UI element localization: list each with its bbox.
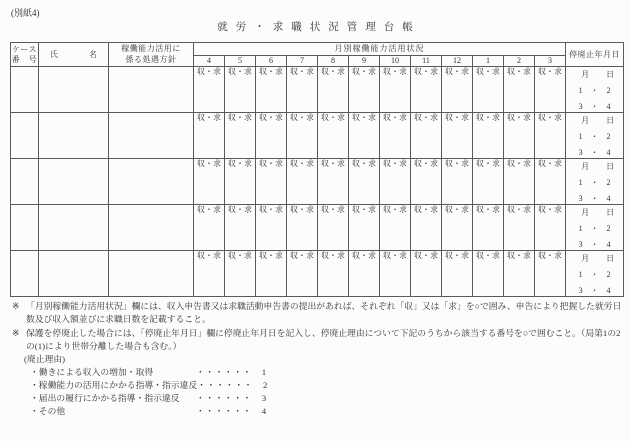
monthly-status-cell: 収・求: [473, 159, 504, 205]
name-cell: [39, 159, 109, 205]
stop-reason-choices-1-2: 1 ・ 2: [578, 86, 611, 95]
monthly-status-cell: 収・求: [287, 251, 318, 297]
name-cell: [39, 251, 109, 297]
monthly-status-cell: 収・求: [287, 113, 318, 159]
monthly-status-cell: 収・求: [225, 113, 256, 159]
stop-date-day-char: 日: [606, 162, 615, 171]
header-name-right-char: 名: [89, 50, 97, 59]
monthly-status-cell: 収・求: [318, 205, 349, 251]
monthly-status-cell: 収・求: [349, 67, 380, 113]
monthly-status-cell: 収・求: [225, 205, 256, 251]
stop-date-month-char: 月: [581, 208, 590, 217]
abolition-reason-item: [30, 392, 444, 405]
monthly-status-cell: 収・求: [194, 159, 225, 205]
stop-reason-choices-1-2: 1 ・ 2: [578, 224, 611, 233]
stop-date-month-char: 月: [581, 116, 590, 125]
stop-date-month-char: 月: [581, 70, 590, 79]
monthly-status-cell: 収・求: [473, 67, 504, 113]
month-header-cell: 9: [349, 56, 380, 67]
abolition-reason-dots: ・・・・・・: [196, 406, 252, 416]
stop-date-day-char: 日: [606, 70, 615, 79]
footnote: [12, 327, 624, 353]
stop-date-month-day-line: [566, 113, 623, 125]
policy-cell: [109, 159, 194, 205]
ledger-row: [11, 205, 624, 251]
monthly-status-cell: 収・求: [318, 251, 349, 297]
abolition-reasons-section: [24, 353, 444, 418]
monthly-status-cell: 収・求: [504, 251, 535, 297]
header-name: [39, 43, 109, 67]
monthly-status-cell: 収・求: [535, 159, 566, 205]
stop-reason-choices-3-4: 3 ・ 4: [578, 286, 611, 295]
monthly-status-cell: 収・求: [504, 67, 535, 113]
monthly-status-cell: 収・求: [287, 67, 318, 113]
monthly-status-cell: 収・求: [256, 159, 287, 205]
footnote-marker: ※: [12, 301, 20, 311]
monthly-status-cell: 収・求: [318, 113, 349, 159]
monthly-status-cell: 収・求: [442, 251, 473, 297]
monthly-status-cell: 収・求: [194, 67, 225, 113]
header-case-number-line2: 番 号: [11, 54, 38, 64]
notes-section: [12, 300, 624, 354]
monthly-status-cell: 収・求: [535, 113, 566, 159]
stop-date-day-char: 日: [606, 116, 615, 125]
stop-date-month-day-line: [566, 251, 623, 263]
stop-date-cell: [566, 159, 624, 205]
abolition-reason-label: ・稼働能力の活用にかかる指導・指示違反: [30, 380, 198, 390]
abolition-reasons-heading: (廃止理由): [24, 354, 66, 364]
ledger-row: [11, 251, 624, 297]
stop-date-month-day-line: [566, 159, 623, 171]
month-header-cell: 5: [225, 56, 256, 67]
monthly-status-cell: 収・求: [380, 251, 411, 297]
name-cell: [39, 205, 109, 251]
abolition-reason-dots: ・・・・・・: [196, 367, 252, 377]
case-number-cell: [11, 251, 39, 297]
stop-date-day-char: 日: [606, 208, 615, 217]
monthly-status-cell: 収・求: [194, 113, 225, 159]
stop-date-cell: [566, 67, 624, 113]
header-name-left-char: 氏: [50, 50, 58, 59]
monthly-status-cell: 収・求: [256, 67, 287, 113]
header-stop-date: 停廃止年月日: [566, 43, 624, 67]
monthly-status-cell: 収・求: [225, 251, 256, 297]
monthly-status-cell: 収・求: [349, 205, 380, 251]
monthly-status-cell: 収・求: [504, 159, 535, 205]
stop-reason-choices-3-4: 3 ・ 4: [578, 194, 611, 203]
case-number-cell: [11, 67, 39, 113]
monthly-status-cell: 収・求: [256, 251, 287, 297]
stop-date-day-char: 日: [606, 254, 615, 263]
abolition-reason-label: ・届出の履行にかかる指導・指示違反: [30, 393, 180, 403]
header-row-main: [11, 43, 624, 56]
abolition-reason-dots: ・・・・・・: [197, 380, 253, 390]
stop-reason-choices-1-2: 1 ・ 2: [578, 270, 611, 279]
policy-cell: [109, 113, 194, 159]
month-header-cell: 11: [411, 56, 442, 67]
monthly-status-cell: 収・求: [380, 113, 411, 159]
month-header-cell: 3: [535, 56, 566, 67]
footnote-text: 「月別稼働能力活用状況」欄には、収入申告書又は求職活動申告書の提出があれば、それぞれ「収」又は「求」を○で囲み、申告により把握した就労日数及び収入額並びに求職日数を記載すること。: [26, 301, 622, 324]
monthly-status-cell: 収・求: [380, 67, 411, 113]
stop-reason-choices-1-2: 1 ・ 2: [578, 132, 611, 141]
case-number-cell: [11, 113, 39, 159]
stop-date-month-day-line: [566, 67, 623, 79]
policy-cell: [109, 67, 194, 113]
policy-cell: [109, 251, 194, 297]
abolition-reason-number: 3: [261, 393, 267, 403]
abolition-reason-number: 2: [262, 380, 268, 390]
header-case-number: [11, 43, 39, 67]
stop-date-month-char: 月: [581, 162, 590, 171]
stop-date-cell: [566, 251, 624, 297]
page-title: 就労・求職状況管理台帳: [217, 22, 421, 33]
monthly-status-cell: 収・求: [380, 205, 411, 251]
monthly-status-cell: 収・求: [411, 205, 442, 251]
stop-date-month-char: 月: [581, 254, 590, 263]
name-cell: [39, 67, 109, 113]
monthly-status-cell: 収・求: [535, 67, 566, 113]
abolition-reasons-list: [24, 366, 444, 418]
month-header-cell: 8: [318, 56, 349, 67]
header-policy-line1: 稼働能力活用に: [121, 44, 181, 53]
abolition-reason-item: [30, 379, 444, 392]
attachment-label: (別紙4): [11, 8, 40, 18]
footnote-marker: ※: [12, 328, 20, 338]
monthly-status-cell: 収・求: [411, 67, 442, 113]
monthly-status-cell: 収・求: [287, 205, 318, 251]
monthly-status-cell: 収・求: [473, 205, 504, 251]
month-header-cell: 4: [194, 56, 225, 67]
monthly-status-cell: 収・求: [318, 67, 349, 113]
monthly-status-cell: 収・求: [473, 113, 504, 159]
abolition-reason-item: [30, 405, 444, 418]
abolition-reason-number: 1: [261, 367, 267, 377]
month-header-cell: 1: [473, 56, 504, 67]
stop-date-cell: [566, 113, 624, 159]
case-number-cell: [11, 159, 39, 205]
abolition-reason-item: [30, 366, 444, 379]
month-header-cell: 7: [287, 56, 318, 67]
monthly-status-cell: 収・求: [442, 205, 473, 251]
monthly-status-cell: 収・求: [256, 113, 287, 159]
name-cell: [39, 113, 109, 159]
policy-cell: [109, 205, 194, 251]
monthly-status-cell: 収・求: [411, 159, 442, 205]
abolition-reason-label: ・働きによる収入の増加・取得: [30, 367, 154, 377]
monthly-status-cell: 収・求: [411, 251, 442, 297]
monthly-status-cell: 収・求: [504, 205, 535, 251]
ledger-row: [11, 113, 624, 159]
stop-date-cell: [566, 205, 624, 251]
ledger-row: [11, 159, 624, 205]
month-header-cell: 12: [442, 56, 473, 67]
month-header-cell: 2: [504, 56, 535, 67]
monthly-status-cell: 収・求: [349, 159, 380, 205]
monthly-status-cell: 収・求: [287, 159, 318, 205]
abolition-reason-dots: ・・・・・・: [196, 393, 252, 403]
stop-reason-choices-3-4: 3 ・ 4: [578, 240, 611, 249]
monthly-status-cell: 収・求: [535, 251, 566, 297]
header-policy-line2: 係る処遇方針: [125, 54, 177, 64]
monthly-status-cell: 収・求: [225, 67, 256, 113]
management-ledger-table: [10, 42, 624, 297]
footnote-text: 保護を停廃止した場合には、「停廃止年月日」欄に停廃止年月日を記入し、停廃止理由について下記のうちから該当する番号を○で囲むこと。（局第1の2の(1)により世帯分離した場合も含む。）: [26, 328, 621, 351]
monthly-status-cell: 収・求: [349, 113, 380, 159]
monthly-status-cell: 収・求: [194, 251, 225, 297]
monthly-status-cell: 収・求: [442, 159, 473, 205]
stop-reason-choices-1-2: 1 ・ 2: [578, 178, 611, 187]
stop-date-month-day-line: [566, 205, 623, 217]
header-policy: [109, 43, 194, 67]
monthly-status-cell: 収・求: [225, 159, 256, 205]
footnote: [12, 300, 624, 326]
ledger-row: [11, 67, 624, 113]
monthly-status-cell: 収・求: [318, 159, 349, 205]
month-header-cell: 10: [380, 56, 411, 67]
header-case-number-line1: ケース: [11, 44, 38, 54]
monthly-status-cell: 収・求: [442, 113, 473, 159]
abolition-reason-number: 4: [261, 406, 267, 416]
monthly-status-cell: 収・求: [504, 113, 535, 159]
monthly-status-cell: 収・求: [535, 205, 566, 251]
stop-reason-choices-3-4: 3 ・ 4: [578, 148, 611, 157]
month-header-cell: 6: [256, 56, 287, 67]
header-monthly-status: 月別稼働能力活用状況: [194, 43, 566, 56]
monthly-status-cell: 収・求: [256, 205, 287, 251]
monthly-status-cell: 収・求: [349, 251, 380, 297]
monthly-status-cell: 収・求: [411, 113, 442, 159]
monthly-status-cell: 収・求: [194, 205, 225, 251]
abolition-reason-label: ・その他: [30, 406, 66, 416]
stop-reason-choices-3-4: 3 ・ 4: [578, 102, 611, 111]
monthly-status-cell: 収・求: [442, 67, 473, 113]
monthly-status-cell: 収・求: [380, 159, 411, 205]
monthly-status-cell: 収・求: [473, 251, 504, 297]
case-number-cell: [11, 205, 39, 251]
